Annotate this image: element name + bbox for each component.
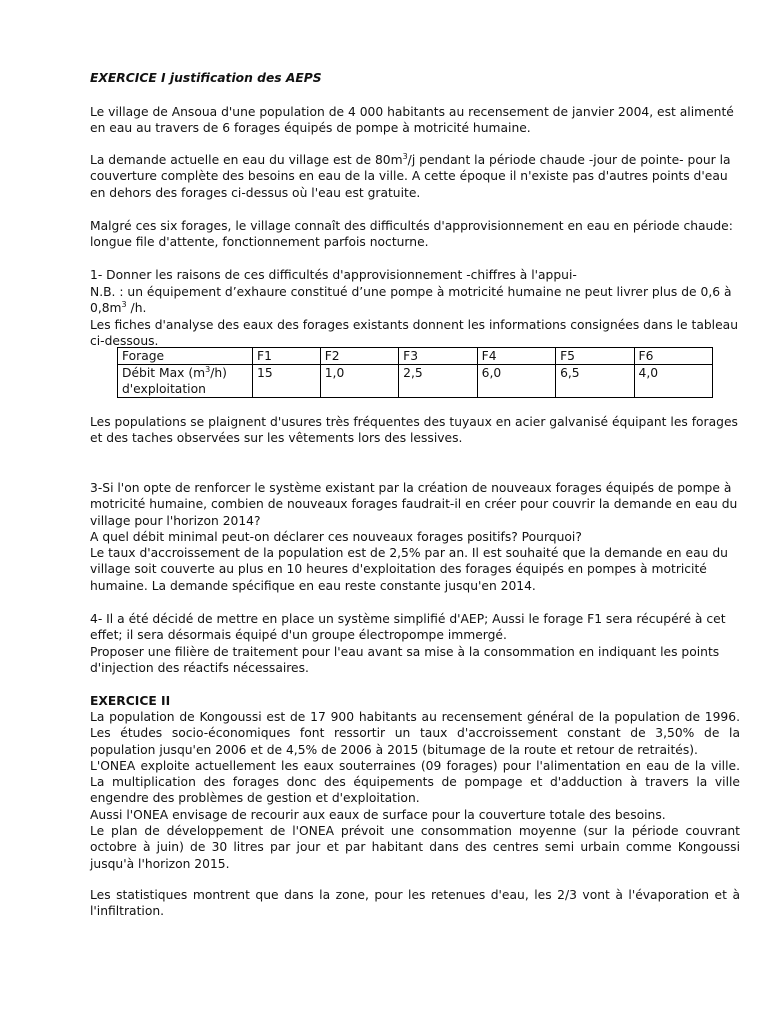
complaints-paragraph: Les populations se plaignent d'usures très fréquentes des tuyaux en acier galvanisé équipant les forages et des taches observées sur les vêtements lors des lessives. bbox=[90, 415, 738, 446]
row-label-text-a: Débit Max (m bbox=[122, 366, 206, 380]
table-column-header: F4 bbox=[477, 348, 555, 365]
nb-text-a: N.B. : un équipement d’exhaure constitué d’une pompe à motricité humaine ne peut livrer plus de 0,6 à 0,8m bbox=[90, 285, 732, 316]
table-row-label bbox=[118, 365, 253, 398]
question-3-part-a: 3-Si l'on opte de renforcer le système existant par la création de nouveaux forages équipés de pompe à motricité humaine, combien de nouveaux forages faudrait-il en créer pour couvrir la demande en eau du village pour l'horizon 2014? bbox=[90, 481, 738, 528]
exercise-2-surface-paragraph: Aussi l'ONEA envisage de recourir aux eaux de surface pour la couverture totale des besoins. bbox=[90, 807, 666, 822]
table-cell: 1,0 bbox=[320, 365, 398, 398]
demand-text-b: /j pendant la période chaude -jour de pointe- pour la couverture complète des besoins en eau de la ville. A cette époque il n'existe pas d'autres points d'eau en dehors des forages ci-dessus où l'eau est gratuite. bbox=[90, 153, 731, 200]
row-label-text-b: /h) d'exploitation bbox=[122, 366, 227, 396]
table-column-header: F5 bbox=[556, 348, 634, 365]
nb-superscript: 3 bbox=[121, 300, 127, 310]
nb-text-b: /h. bbox=[126, 301, 147, 316]
table-cell: 4,0 bbox=[634, 365, 712, 398]
question-3-part-b: A quel débit minimal peut-on déclarer ces nouveaux forages positifs? Pourquoi? bbox=[90, 529, 582, 544]
question-3-part-c: Le taux d'accroissement de la population est de 2,5% par an. Il est souhaité que la demande en eau du village soit couverte au plus en 10 heures d'exploitation des forages équipés en pompes à motricité humaine. La demande spécifique en eau reste constante jusqu'en 2014. bbox=[90, 546, 728, 593]
table-column-header: F1 bbox=[253, 348, 321, 365]
table-cell: 2,5 bbox=[399, 365, 477, 398]
row-label-superscript: 3 bbox=[205, 364, 211, 374]
table-cell: 6,5 bbox=[556, 365, 634, 398]
exercise-2-statistics-paragraph: Les statistiques montrent que dans la zone, pour les retenues d'eau, les 2/3 vont à l'évaporation et à l'infiltration. bbox=[90, 888, 740, 919]
demand-text-a: La demande actuelle en eau du village est de 80m bbox=[90, 153, 403, 167]
exercise-2-plan-paragraph: Le plan de développement de l'ONEA prévoit une consommation moyenne (sur la période couvrant octobre à juin) de 30 litres par jour et par habitant dans des centres semi urbain comme Kongoussi jusqu'à l'horizon 2015. bbox=[90, 824, 740, 871]
question-3 bbox=[90, 480, 740, 594]
demand-superscript: 3 bbox=[402, 151, 408, 161]
table-column-header: F6 bbox=[634, 348, 712, 365]
table-column-header: F3 bbox=[399, 348, 477, 365]
exercise-2-body bbox=[90, 709, 740, 872]
table-row bbox=[118, 365, 713, 398]
exercise-2-title: EXERCICE II bbox=[90, 694, 171, 708]
exercise-1-title: EXERCICE I justification des AEPS bbox=[90, 71, 322, 85]
exercise-2-population-paragraph: La population de Kongoussi est de 17 900 habitants au recensement général de la population de 1996. Les études socio-économiques font ressortir un taux d'accroissement constant de 3,50% de la population jusqu'en 2006 et de 4,5% de 2006 à 2015 (bitumage de la route et retour de retraités). bbox=[90, 710, 740, 757]
question-4-part-a: 4- Il a été décidé de mettre en place un système simplifié d'AEP; Aussi le forage F1 sera récupéré à cet effet; il sera désormais équipé d'un groupe électropompe immergé. bbox=[90, 612, 726, 643]
table-cell: 6,0 bbox=[477, 365, 555, 398]
exercise-1-demand-paragraph bbox=[90, 152, 740, 201]
forages-table bbox=[117, 347, 713, 398]
question-1: 1- Donner les raisons de ces difficultés d'approvisionnement -chiffres à l'appui- bbox=[90, 268, 577, 282]
question-4-part-b: Proposer une filière de traitement pour l'eau avant sa mise à la consommation en indiquant les points d'injection des réactifs nécessaires. bbox=[90, 644, 720, 675]
exercise-2-onea-paragraph: L'ONEA exploite actuellement les eaux souterraines (09 forages) pour l'alimentation en eau de la ville. La multiplication des forages donc des équipements de pompage et d'adduction à travers la ville engendre des problèmes de gestion et d'exploitation. bbox=[90, 758, 740, 806]
question-4 bbox=[90, 611, 740, 676]
table-cell: 15 bbox=[253, 365, 321, 398]
fiches-paragraph: Les fiches d'analyse des eaux des forages existants donnent les informations consignées dans le tableau ci-dessous. bbox=[90, 318, 738, 349]
exercise-1-intro-paragraph: Le village de Ansoua d'une population de 4 000 habitants au recensement de janvier 2004, est alimenté en eau au travers de 6 forages équipés de pompe à motricité humaine. bbox=[90, 105, 734, 136]
table-header-row bbox=[118, 348, 713, 365]
nb-note bbox=[90, 284, 740, 317]
exercise-1-difficulties-paragraph: Malgré ces six forages, le village connaît des difficultés d'approvisionnement en eau en période chaude: longue file d'attente, fonctionnement parfois nocturne. bbox=[90, 219, 733, 250]
table-column-header: F2 bbox=[320, 348, 398, 365]
table-header-label: Forage bbox=[118, 348, 253, 365]
